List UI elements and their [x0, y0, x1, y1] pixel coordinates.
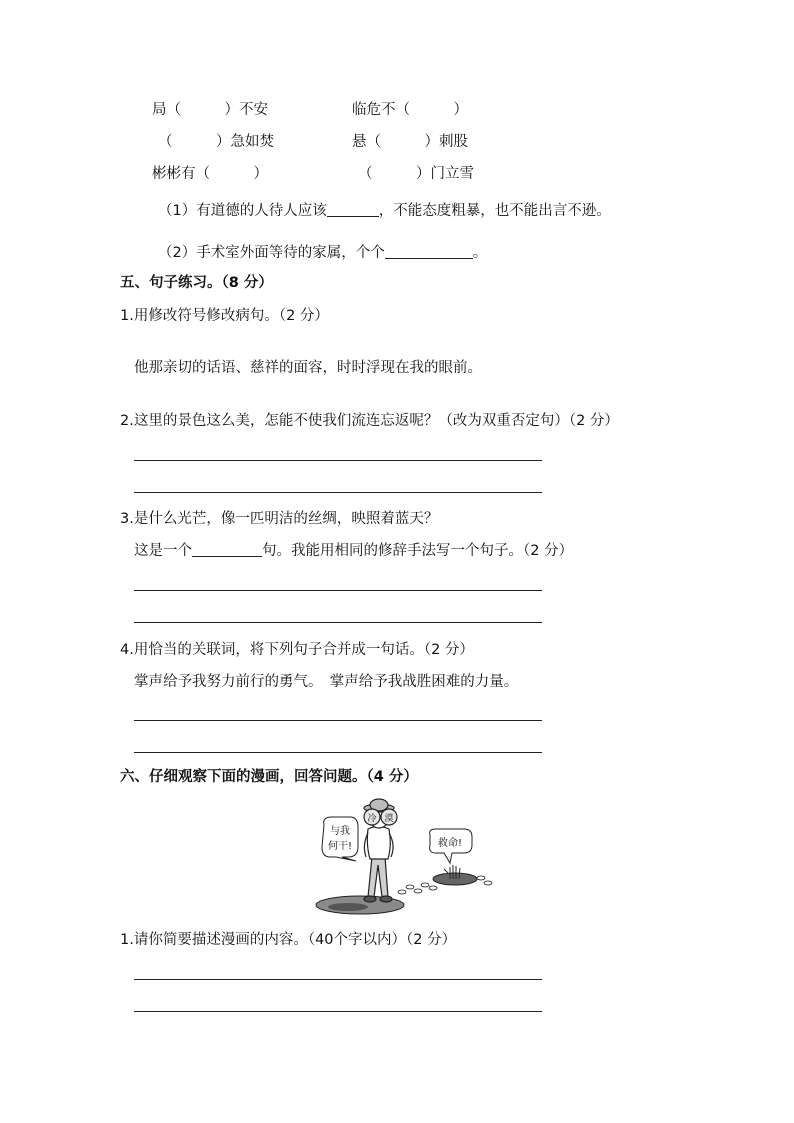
speech-text-right: 救命!	[437, 838, 463, 849]
fill-in-question-2	[158, 243, 487, 263]
idiom-2: 临危不（ ）	[352, 102, 468, 118]
answer-line[interactable]	[134, 752, 542, 753]
speech-bubble-left	[322, 817, 358, 861]
mask-text-left: 冷	[367, 814, 377, 824]
answer-line[interactable]	[134, 460, 542, 461]
cartoon-illustration	[312, 795, 497, 917]
section-5-title: 五、句子练习。（8 分）	[120, 275, 273, 291]
question-3-prefix: 这是一个	[134, 543, 192, 559]
answer-line[interactable]	[134, 720, 542, 721]
idiom-4: 悬（ ）刺股	[352, 134, 468, 150]
answer-line[interactable]	[134, 1011, 542, 1012]
mask-text-right: 漠	[384, 814, 394, 824]
fill-in-1-prefix: （1）有道德的人待人应该	[158, 203, 327, 219]
speech-text-left-line2: 何干!	[327, 841, 353, 852]
idiom-1: 局（ ）不安	[152, 102, 268, 118]
section-6-question-1: 1.请你简要描述漫画的内容。（40个字以内）（2 分）	[120, 932, 457, 948]
section-6-title: 六、仔细观察下面的漫画，回答问题。（4 分）	[120, 769, 418, 785]
answer-blank[interactable]	[327, 202, 379, 217]
section-5-question-2: 2.这里的景色这么美，怎能不使我们流连忘返呢？（改为双重否定句）（2 分）	[120, 413, 619, 429]
fill-in-question-1	[158, 201, 611, 221]
section-5-question-3: 3.是什么光芒，像一匹明洁的丝绸，映照着蓝天？	[120, 511, 439, 527]
answer-line[interactable]	[134, 590, 542, 591]
hole	[433, 873, 477, 885]
answer-line[interactable]	[134, 492, 542, 493]
section-5-question-3-prompt	[134, 541, 573, 561]
answer-line[interactable]	[134, 979, 542, 980]
fill-in-2-prefix: （2）手术室外面等待的家属，个个	[158, 245, 385, 261]
answer-line[interactable]	[134, 622, 542, 623]
idiom-5: 彬彬有（ ）	[152, 166, 268, 182]
answer-blank[interactable]	[192, 542, 262, 557]
section-5-question-4: 4.用恰当的关联词，将下列句子合并成一句话。（2 分）	[120, 642, 474, 658]
section-5-question-4-sentences: 掌声给予我努力前行的勇气。 掌声给予我战胜困难的力量。	[134, 674, 519, 690]
idiom-6: （ ）门立雪	[358, 166, 474, 182]
section-5-question-1: 1.用修改符号修改病句。（2 分）	[120, 308, 329, 324]
question-3-suffix: 句。我能用相同的修辞手法写一个句子。（2 分）	[262, 543, 574, 559]
fill-in-2-suffix: 。	[472, 245, 488, 261]
speech-text-left-line1: 与我	[330, 826, 350, 837]
fill-in-1-suffix: ，不能态度粗暴，也不能出言不逊。	[378, 203, 611, 219]
answer-blank[interactable]	[385, 244, 473, 259]
idiom-3: （ ）急如焚	[158, 134, 274, 150]
section-5-question-1-sentence: 他那亲切的话语、慈祥的面容，时时浮现在我的眼前。	[134, 360, 482, 376]
